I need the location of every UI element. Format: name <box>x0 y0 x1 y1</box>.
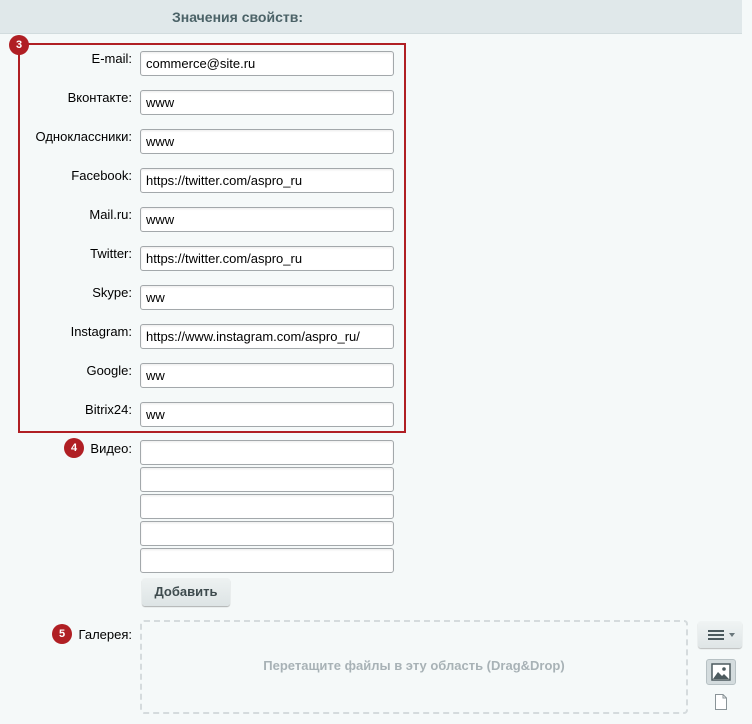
step-badge-4: 4 <box>64 438 84 458</box>
gallery-dropzone[interactable] <box>140 620 688 714</box>
email-label: E-mail: <box>91 51 132 66</box>
odnoklassniki-field[interactable] <box>140 129 394 154</box>
image-view-button[interactable] <box>706 659 736 685</box>
facebook-field[interactable] <box>140 168 394 193</box>
mailru-field[interactable] <box>140 207 394 232</box>
video-field-4[interactable] <box>140 521 394 546</box>
video-field-3[interactable] <box>140 494 394 519</box>
twitter-field[interactable] <box>140 246 394 271</box>
bitrix24-label: Bitrix24: <box>85 402 132 417</box>
video-label: Видео: <box>90 441 132 456</box>
properties-header <box>0 0 742 34</box>
dropzone-hint: Перетащите файлы в эту область (Drag&Drop) <box>263 658 565 673</box>
google-label: Google: <box>86 363 132 378</box>
add-video-button[interactable]: Добавить <box>142 578 230 606</box>
step-badge-3: 3 <box>9 35 29 55</box>
video-field-2[interactable] <box>140 467 394 492</box>
vkontakte-field[interactable] <box>140 90 394 115</box>
facebook-label: Facebook: <box>71 168 132 183</box>
gallery-menu-button[interactable] <box>698 621 742 648</box>
vkontakte-label: Вконтакте: <box>67 90 132 105</box>
google-field[interactable] <box>140 363 394 388</box>
twitter-label: Twitter: <box>90 246 132 261</box>
mailru-label: Mail.ru: <box>89 207 132 222</box>
step-badge-5: 5 <box>52 624 72 644</box>
skype-label: Skype: <box>92 285 132 300</box>
bitrix24-field[interactable] <box>140 402 394 427</box>
video-field-1[interactable] <box>140 440 394 465</box>
properties-title: Значения свойств: <box>172 9 303 25</box>
odnoklassniki-label: Одноклассники: <box>35 129 132 144</box>
email-field[interactable] <box>140 51 394 76</box>
menu-lines-icon <box>708 630 724 642</box>
skype-field[interactable] <box>140 285 394 310</box>
file-icon[interactable] <box>714 693 728 711</box>
image-icon <box>707 660 735 684</box>
instagram-label: Instagram: <box>70 324 132 339</box>
chevron-down-icon <box>729 633 735 637</box>
instagram-field[interactable] <box>140 324 394 349</box>
video-field-5[interactable] <box>140 548 394 573</box>
gallery-label: Галерея: <box>78 627 132 642</box>
